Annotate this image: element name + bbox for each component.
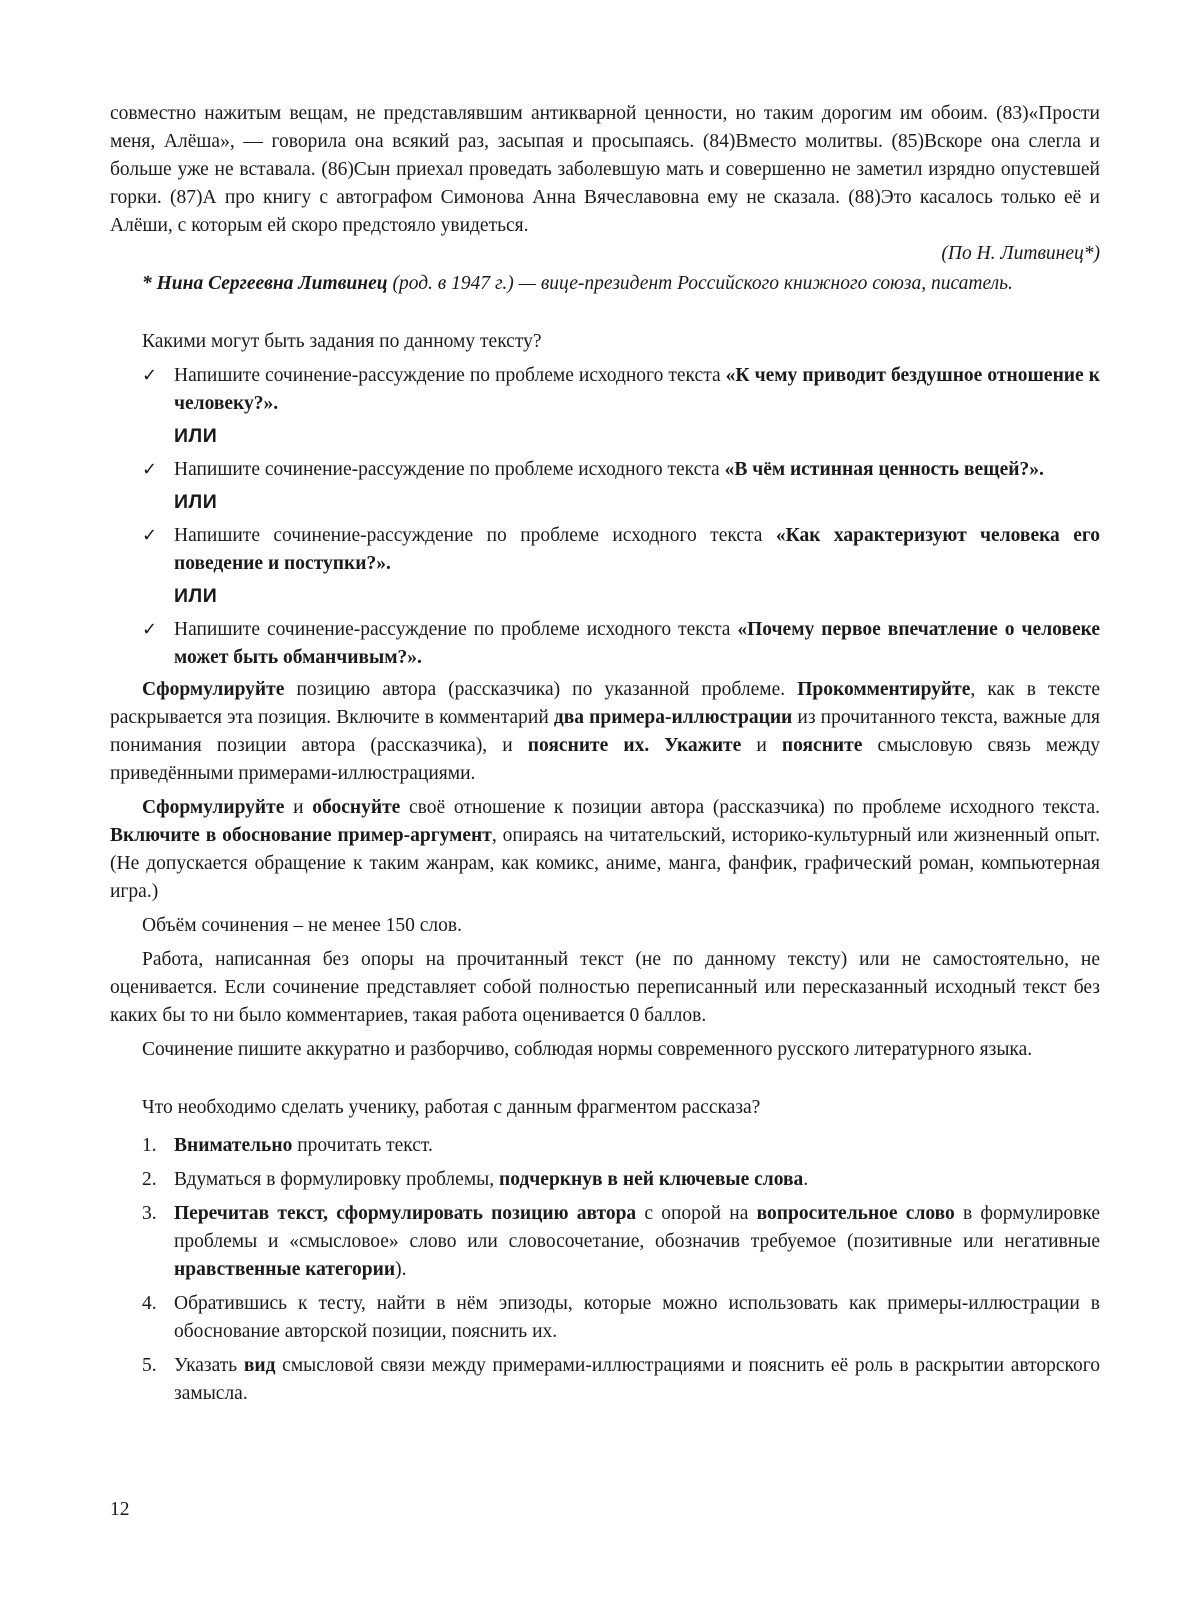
task-problem: «В чём истинная ценность вещей?» bbox=[724, 459, 1039, 480]
task-suffix: . bbox=[273, 393, 279, 414]
or-separator: ИЛИ bbox=[174, 425, 218, 447]
text: из прочитанного текста, важные для понимания позиции автора (рассказчика), и bbox=[110, 707, 1100, 756]
step-item bbox=[110, 1352, 1100, 1408]
instruction-paragraph-1 bbox=[110, 676, 1100, 788]
text: своё отношение к позиции автора (рассказчика) по проблеме исходного текста. bbox=[400, 797, 1100, 818]
footnote-author-name: * Нина Сергеевна Литвинец bbox=[142, 273, 388, 294]
text: прочитать текст. bbox=[292, 1135, 433, 1156]
task-prefix: Напишите сочинение-рассуждение по проблеме исходного текста bbox=[174, 525, 776, 546]
task-problem: «К чему приводит бездушное отношение к человеку?» bbox=[174, 365, 1100, 414]
text: смысловую связь между приведёнными примерами-иллюстрациями. bbox=[110, 735, 1101, 784]
step-item bbox=[110, 1290, 1100, 1346]
steps-list bbox=[110, 1132, 1100, 1408]
text: Указать bbox=[174, 1355, 244, 1376]
task-suffix: . bbox=[417, 647, 422, 668]
text: ). bbox=[395, 1259, 407, 1280]
step-item bbox=[110, 1200, 1100, 1284]
evaluation-note: Работа, написанная без опоры на прочитанный текст (не по данному тексту) или не самостоятельно, не оценивается. Если сочинение представляет собой полностью переписанный или пересказанный исходный текст без каких бы то ни было комментариев, такая работа оценивается 0 баллов. bbox=[110, 949, 1100, 1026]
task-problem: «Почему первое впечатление о человеке может быть обманчивым?» bbox=[174, 619, 1100, 668]
step-number: 4. bbox=[142, 1293, 157, 1314]
task-item bbox=[110, 362, 1100, 418]
text: позицию автора (рассказчика) по указанной проблеме. bbox=[284, 679, 798, 700]
emphasis: подчеркнув в ней ключевые слова bbox=[499, 1169, 804, 1190]
task-prefix: Напишите сочинение-рассуждение по проблеме исходного текста bbox=[174, 365, 726, 386]
instruction-paragraph-2 bbox=[110, 794, 1100, 906]
emphasis: поясните их. Укажите bbox=[527, 735, 742, 756]
text: и bbox=[741, 735, 782, 756]
text: смысловой связи между примерами-иллюстрациями и пояснить её роль в раскрытии авторского замысла. bbox=[174, 1355, 1100, 1404]
task-item bbox=[110, 456, 1100, 484]
text: , как в тексте раскрывается эта позиция. Включите в комментарий bbox=[110, 679, 1101, 728]
attribution: (По Н. Литвинец*) bbox=[941, 243, 1100, 264]
task-item bbox=[110, 616, 1100, 672]
task-item bbox=[110, 522, 1100, 578]
writing-norms-note: Сочинение пишите аккуратно и разборчиво, соблюдая нормы современного русского литературного языка. bbox=[142, 1039, 1033, 1060]
text: с опорой на bbox=[636, 1203, 757, 1224]
steps-question: Что необходимо сделать ученику, работая с данным фрагментом рассказа? bbox=[142, 1097, 761, 1118]
emphasis: Прокомментируйте bbox=[797, 679, 971, 700]
checkmark-icon: ✓ bbox=[142, 365, 158, 386]
author-footnote bbox=[110, 270, 1100, 298]
task-prefix: Напишите сочинение-рассуждение по проблеме исходного текста bbox=[174, 619, 738, 640]
emphasis: Сформулируйте bbox=[142, 797, 285, 818]
task-problem: «Как характеризуют человека его поведение и поступки?» bbox=[174, 525, 1100, 574]
emphasis: Внимательно bbox=[174, 1135, 293, 1156]
task-prefix: Напишите сочинение-рассуждение по проблеме исходного текста bbox=[174, 459, 725, 480]
page-number: 12 bbox=[110, 1499, 130, 1520]
emphasis: Перечитав текст, сформулировать позицию автора bbox=[174, 1203, 637, 1224]
footnote-description: (род. в 1947 г.) — вице-президент Российского книжного союза, писатель. bbox=[387, 273, 1013, 294]
text: . bbox=[803, 1169, 809, 1190]
task-suffix: . bbox=[1038, 459, 1044, 480]
emphasis: Включите в обоснование пример-аргумент bbox=[110, 825, 492, 846]
emphasis: два примера-иллюстрации bbox=[553, 707, 793, 728]
step-item bbox=[110, 1132, 1100, 1160]
text: Обратившись к тесту, найти в нём эпизоды, которые можно использовать как примеры-иллюстрации в обоснование авторской позиции, пояснить их. bbox=[174, 1293, 1100, 1342]
checkmark-icon: ✓ bbox=[142, 525, 158, 546]
emphasis: обоснуйте bbox=[312, 797, 401, 818]
text: , опираясь на читательский, историко-культурный или жизненный опыт. (Не допускается обращение к таким жанрам, как комикс, аниме, манга, фанфик, графический роман, компьютерная игра.) bbox=[110, 825, 1100, 902]
emphasis: вид bbox=[243, 1355, 276, 1376]
or-separator: ИЛИ bbox=[174, 585, 218, 607]
page-content bbox=[110, 100, 1100, 1414]
step-number: 3. bbox=[142, 1203, 157, 1224]
or-separator: ИЛИ bbox=[174, 491, 218, 513]
step-number: 1. bbox=[142, 1135, 157, 1156]
word-count-requirement: Объём сочинения – не менее 150 слов. bbox=[142, 915, 462, 936]
task-list bbox=[110, 362, 1100, 672]
text: и bbox=[284, 797, 313, 818]
story-text-ending: совместно нажитым вещам, не представлявшим антикварной ценности, но таким дорогим им обоим. (83)«Прости меня, Алёша», — говорила она всякий раз, засыпая и просыпаясь. (84)Вместо молитвы. (85)Вскоре она слегла и больше уже не вставала. (86)Сын приехал проведать заболевшую мать и совершенно не заметил изрядно опустевшей горки. (87)А про книгу с автографом Симонова Анна Вячеславовна ему не сказала. (88)Это касалось только её и Алёши, с которым ей скоро предстояло увидеться. bbox=[110, 103, 1100, 236]
text: Вдуматься в формулировку проблемы, bbox=[174, 1169, 500, 1190]
emphasis: вопросительное слово bbox=[756, 1203, 955, 1224]
checkmark-icon: ✓ bbox=[142, 619, 158, 640]
step-item bbox=[110, 1166, 1100, 1194]
emphasis: Сформулируйте bbox=[142, 679, 285, 700]
checkmark-icon: ✓ bbox=[142, 459, 158, 480]
text: в формулировке проблемы и «смысловое» слово или словосочетание, обозначив требуемое (позитивные или негативные bbox=[174, 1203, 1100, 1252]
emphasis: поясните bbox=[781, 735, 863, 756]
tasks-question: Какими могут быть задания по данному тексту? bbox=[142, 331, 542, 352]
step-number: 5. bbox=[142, 1355, 157, 1376]
step-number: 2. bbox=[142, 1169, 157, 1190]
emphasis: нравственные категории bbox=[174, 1259, 396, 1280]
task-suffix: . bbox=[385, 553, 391, 574]
